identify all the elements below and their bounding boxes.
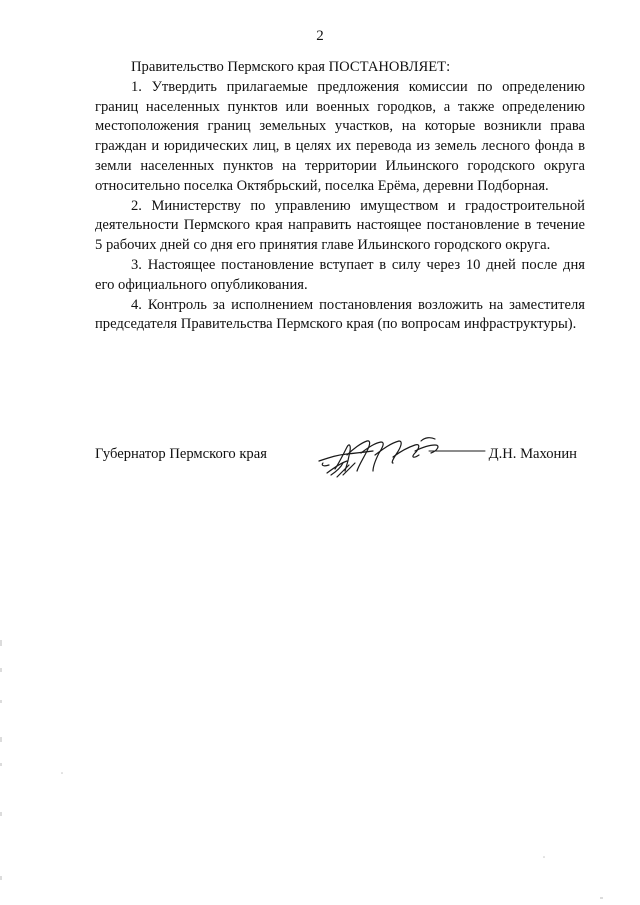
page-number: 2: [316, 28, 324, 44]
signature-block: [95, 443, 585, 483]
document-body: [95, 58, 585, 335]
paragraph-2: 2. Министерству по управлению имуществом и градостроительной деятельности Пермского края направить настоящее постановление в течение 5 рабочих дней со дня его принятия главе Ильинского городского округа.: [95, 197, 585, 254]
resolution-intro: Правительство Пермского края ПОСТАНОВЛЯЕТ:: [131, 59, 451, 75]
paragraph-3: 3. Настоящее постановление вступает в силу через 10 дней после дня его официального опубликования.: [95, 256, 585, 293]
paragraph-1: 1. Утвердить прилагаемые предложения комиссии по определению границ населенных пунктов или военных городков, а также определению местоположения границ земельных участков, на которые возникли права граждан и юридических лиц, в целях их перевода из земель лесного фонда в земли населенных пунктов на территории Ильинского городского округа относительно поселка Октябрьский, поселка Ерёма, деревни Подборная.: [95, 78, 585, 194]
signatory-title: Губернатор Пермского края: [95, 446, 267, 462]
signatory-name: Д.Н. Махонин: [488, 446, 577, 462]
paragraph-4: 4. Контроль за исполнением постановления возложить на заместителя председателя Правительства Пермского края (по вопросам инфраструктуры).: [95, 296, 585, 333]
handwritten-signature-icon: [317, 433, 487, 483]
